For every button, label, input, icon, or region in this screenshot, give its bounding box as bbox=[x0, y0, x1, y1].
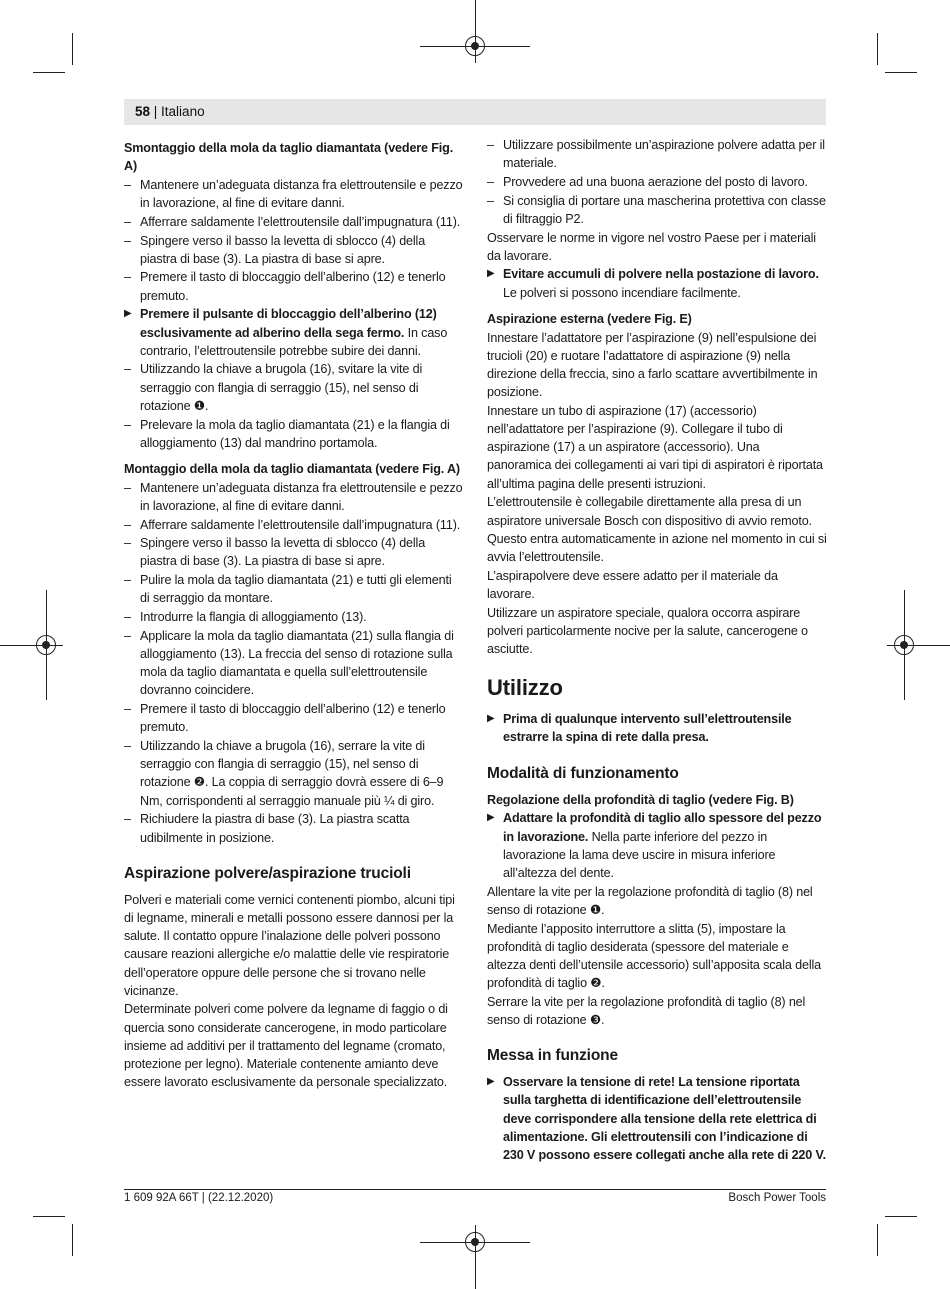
warning-bold-text: Premere il pulsante di bloccaggio dell’alberino (12) esclusivamente ad alberino della sega fermo. bbox=[140, 307, 437, 340]
list-item: – Mantenere un’adeguata distanza fra elettroutensile e pezzo in lavorazione, al fine di evitare danni. bbox=[124, 176, 464, 212]
paragraph: Serrare la vite per la regolazione profondità di taglio (8) nel senso di rotazione ❸. bbox=[487, 994, 806, 1028]
footer-doc-id: 1 609 92A 66T | (22.12.2020) bbox=[124, 1192, 274, 1204]
list-item: – Utilizzare possibilmente un’aspirazione polvere adatta per il materiale. bbox=[487, 136, 827, 172]
list-item: – Afferrare saldamente l’elettroutensile dall’impugnatura (11). bbox=[124, 516, 464, 534]
warning-bold-text: Adattare la profondità di taglio allo spessore del pezzo in lavorazione. bbox=[503, 811, 822, 844]
crop-mark bbox=[33, 72, 65, 73]
list-item: – Pulire la mola da taglio diamantata (21) e tutti gli elementi di serraggio da montare. bbox=[124, 571, 464, 607]
safety-warning bbox=[487, 809, 827, 882]
crop-mark bbox=[33, 1216, 65, 1217]
paragraph: Determinate polveri come polvere da legname di faggio o di quercia sono considerate cancerogene, in modo particolare insieme ad additivi per il trattamento del legname (cromato, protezione per legno). Materiale contenente amianto deve essere lavorato esclusivamente da personale specializzato. bbox=[124, 1002, 448, 1090]
right-column bbox=[487, 136, 827, 1165]
list-item: – Premere il tasto di bloccaggio dell’alberino (12) e tenerlo premuto. bbox=[124, 268, 464, 304]
section-heading: Aspirazione esterna (vedere Fig. E) bbox=[487, 311, 692, 326]
list-item: – Utilizzando la chiave a brugola (16), svitare la vite di serraggio con flangia di serraggio (15), nel senso di rotazione ❶. bbox=[124, 360, 464, 415]
list-item: – Utilizzando la chiave a brugola (16), serrare la vite di serraggio con flangia di serraggio (15), nel senso di rotazione ❷. La coppia di serraggio dovrà essere di 6–9 Nm, corrispondenti al serraggio manuale più ¼ di giro. bbox=[124, 737, 464, 810]
list-item: – Premere il tasto di bloccaggio dell’alberino (12) e tenerlo premuto. bbox=[124, 700, 464, 736]
section-title: Utilizzo bbox=[487, 675, 563, 701]
safety-warning bbox=[124, 305, 464, 360]
paragraph: Innestare un tubo di aspirazione (17) (accessorio) nell’adattatore per l’aspirazione (9). Collegare il tubo di aspirazione (17) a un aspiratore (accessorio). Una panoramica dei collegamenti ai vari tipi di aspiratori è riportata all’ultima pagina delle presenti istruzioni. bbox=[487, 403, 823, 491]
crop-mark bbox=[877, 1224, 878, 1256]
paragraph: Osservare le norme in vigore nel vostro Paese per i materiali da lavorare. bbox=[487, 230, 816, 263]
list-item: – Spingere verso il basso la levetta di sblocco (4) della piastra di base (3). La piastra di base si apre. bbox=[124, 232, 464, 268]
paragraph: Allentare la vite per la regolazione profondità di taglio (8) nel senso di rotazione ❶. bbox=[487, 884, 813, 917]
crop-mark bbox=[72, 1224, 73, 1256]
page-number: 58 bbox=[135, 104, 151, 119]
warning-bold-text: Evitare accumuli di polvere nella postazione di lavoro. bbox=[503, 267, 819, 282]
list-item: – Provvedere ad una buona aerazione del posto di lavoro. bbox=[487, 173, 827, 191]
page-header: 58 | Italiano bbox=[135, 104, 205, 119]
list-item: – Richiudere la piastra di base (3). La piastra scatta udibilmente in posizione. bbox=[124, 810, 464, 846]
list-item: – Prelevare la mola da taglio diamantata (21) e la flangia di alloggiamento (13) dal mandrino portamola. bbox=[124, 416, 464, 452]
section-heading: Messa in funzione bbox=[487, 1047, 618, 1065]
warning-text: Le polveri si possono incendiare facilmente. bbox=[503, 285, 741, 300]
section-heading: Montaggio della mola da taglio diamantata (vedere Fig. A) bbox=[124, 461, 460, 476]
section-heading: Modalità di funzionamento bbox=[487, 764, 679, 782]
paragraph: L’aspirapolvere deve essere adatto per il materiale da lavorare. bbox=[487, 568, 778, 601]
registration-line bbox=[46, 590, 47, 700]
left-column bbox=[124, 136, 464, 1092]
registration-line bbox=[914, 645, 950, 646]
crop-mark bbox=[885, 72, 917, 73]
paragraph: Utilizzare un aspiratore speciale, qualora occorra aspirare polveri particolarmente nocive per la salute, cancerogene o asciutte. bbox=[487, 605, 808, 656]
paragraph: L’elettroutensile è collegabile direttamente alla presa di un aspiratore universale Bosch con dispositivo di avvio remoto. Questo entra automaticamente in azione nel momento in cui si avvia l’elettroutensile. bbox=[487, 495, 827, 564]
list-item: – Applicare la mola da taglio diamantata (21) sulla flangia di alloggiamento (13). La freccia del senso di rotazione sulla mola da taglio diamantata e quella sull’elettroutensile dovranno coincidere. bbox=[124, 627, 464, 700]
list-item: – Afferrare saldamente l’elettroutensile dall’impugnatura (11). bbox=[124, 213, 464, 231]
section-heading: Aspirazione polvere/aspirazione trucioli bbox=[124, 864, 411, 882]
paragraph: Mediante l’apposito interruttore a slitta (5), impostare la profondità di taglio desiderata (spessore del materiale e altezza denti dell’utensile accessorio) sull’apposita scala della profondità di taglio ❷. bbox=[487, 921, 821, 991]
list-item: – Mantenere un’adeguata distanza fra elettroutensile e pezzo in lavorazione, al fine di evitare danni. bbox=[124, 479, 464, 515]
crop-mark bbox=[877, 33, 878, 65]
crop-mark bbox=[72, 33, 73, 65]
registration-line bbox=[420, 46, 530, 47]
paragraph: Innestare l’adattatore per l’aspirazione (9) nell’espulsione dei trucioli (20) e ruotare l’adattatore di aspirazione (9) nella direzione della freccia, sino a farlo scattare avvertibilmente in posizione. bbox=[487, 330, 818, 400]
page-language: Italiano bbox=[161, 104, 205, 119]
registration-line bbox=[904, 590, 905, 700]
list-item: – Si consiglia di portare una mascherina protettiva con classe di filtraggio P2. bbox=[487, 192, 827, 228]
paragraph: Polveri e materiali come vernici contenenti piombo, alcuni tipi di legname, minerali e metalli possono essere dannosi per la salute. Il contatto oppure l’inalazione delle polveri possono causare reazioni allergiche e/o malattie delle vie respiratorie dell’operatore oppure delle persone che si trovano nelle vicinanze. bbox=[124, 892, 455, 998]
safety-warning bbox=[487, 265, 827, 301]
footer-brand: Bosch Power Tools bbox=[728, 1192, 826, 1204]
section-heading: Smontaggio della mola da taglio diamantata (vedere Fig. A) bbox=[124, 141, 454, 174]
list-item: – Introdurre la flangia di alloggiamento (13). bbox=[124, 608, 464, 626]
registration-line bbox=[475, 1252, 476, 1289]
subsection-heading: Regolazione della profondità di taglio (vedere Fig. B) bbox=[487, 792, 794, 807]
page-header-bar bbox=[124, 99, 826, 125]
safety-warning: ▶ Osservare la tensione di rete! La tensione riportata sulla targhetta di identificazione dell’elettroutensile deve corrispondere alla tensione della rete elettrica di alimentazione. Gli elettroutensili con l’indicazione di 230 V possono essere collegati anche alla rete di 220 V. bbox=[487, 1073, 827, 1164]
registration-line bbox=[0, 645, 36, 646]
crop-mark bbox=[885, 1216, 917, 1217]
warning-text: In caso contrario, l’elettroutensile potrebbe subire dei danni. bbox=[140, 325, 448, 358]
warning-text: Nella parte inferiore del pezzo in lavorazione la lama deve uscire in misura inferiore all’altezza del dente. bbox=[503, 829, 776, 880]
safety-warning: ▶ Prima di qualunque intervento sull’elettroutensile estrarre la spina di rete dalla presa. bbox=[487, 710, 827, 746]
footer-divider bbox=[124, 1189, 826, 1190]
list-item: – Spingere verso il basso la levetta di sblocco (4) della piastra di base (3). La piastra di base si apre. bbox=[124, 534, 464, 570]
registration-line bbox=[420, 1242, 530, 1243]
